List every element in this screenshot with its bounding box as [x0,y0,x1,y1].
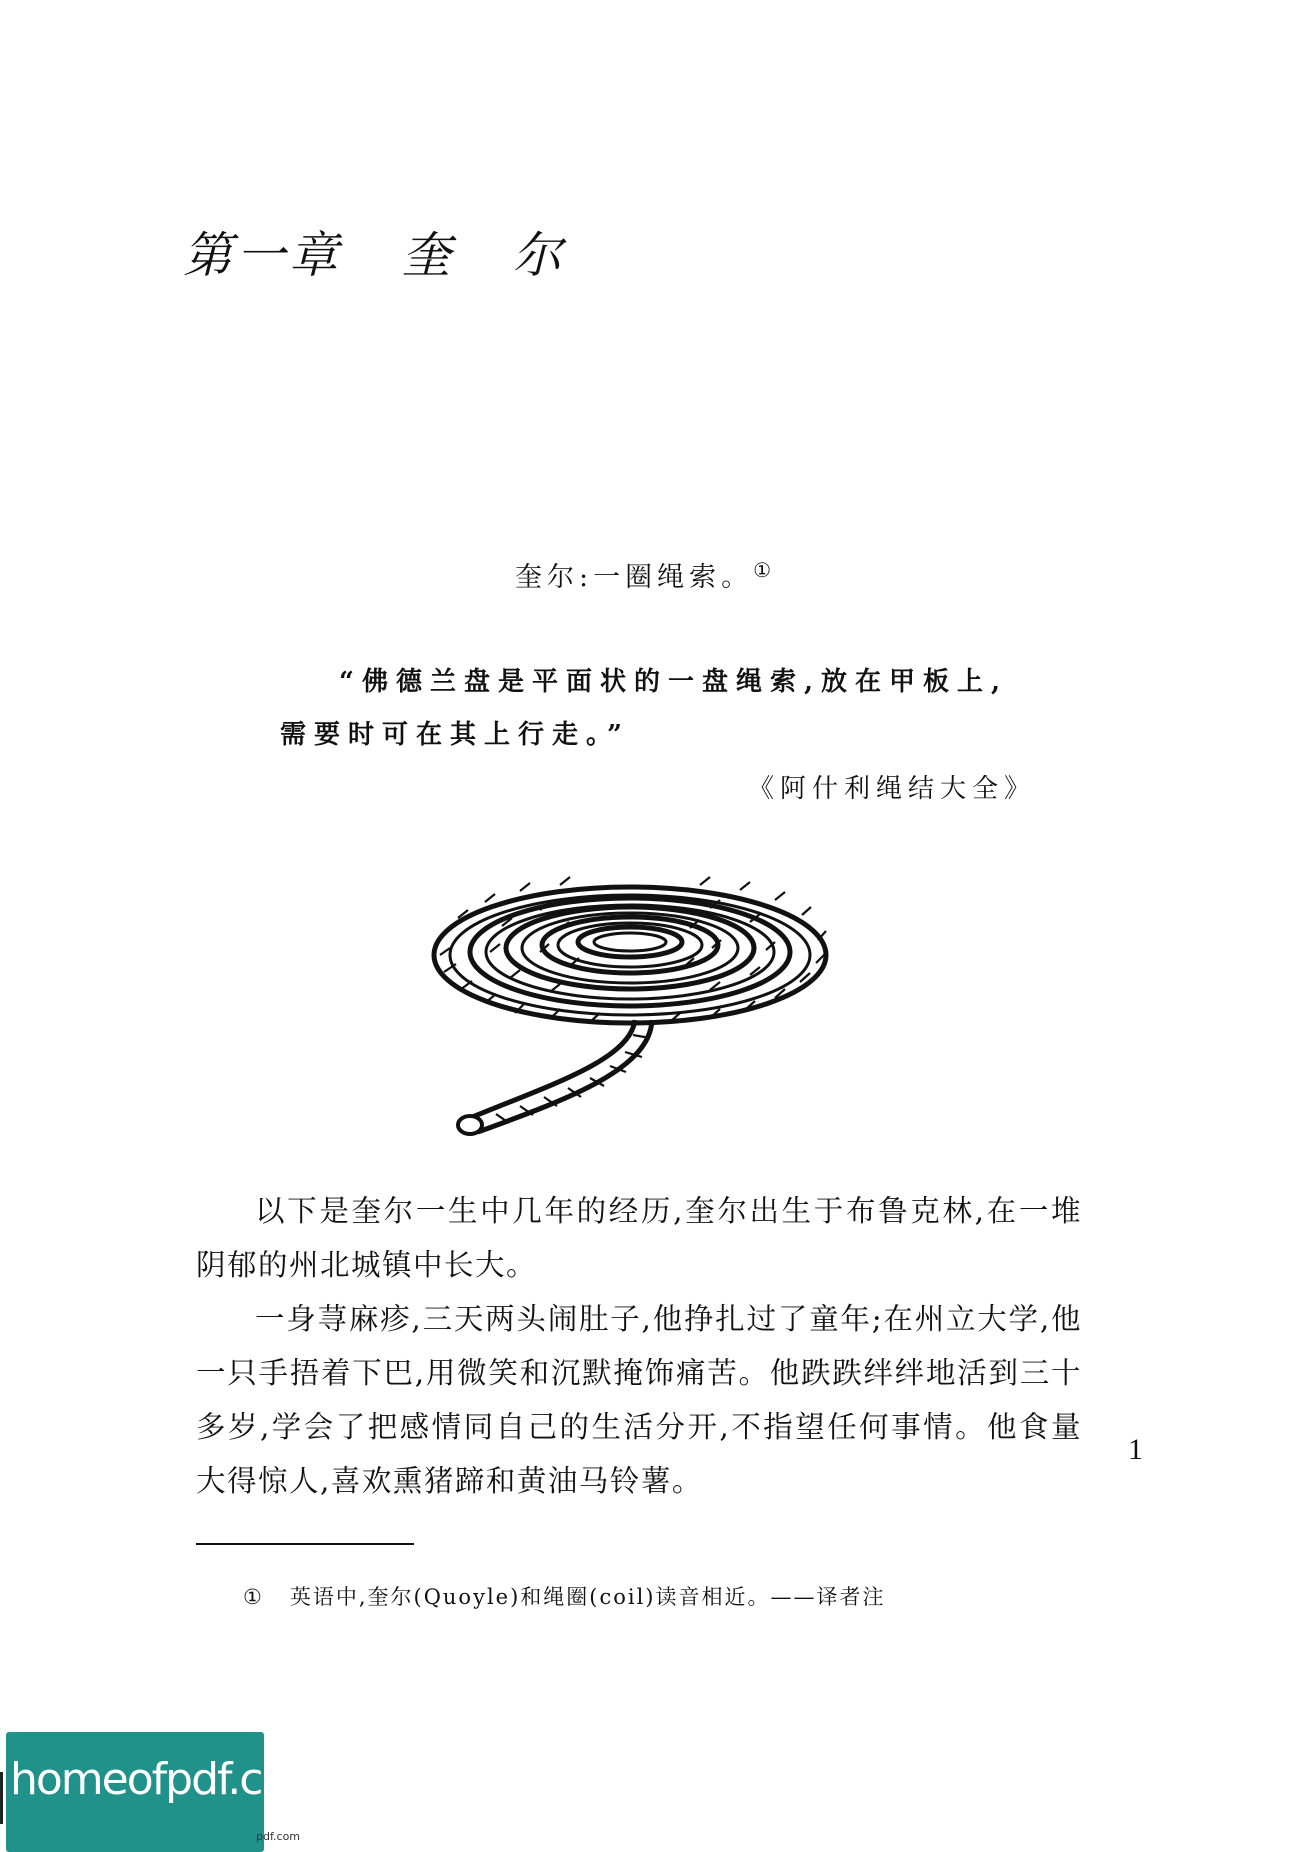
footnote [243,1581,886,1611]
paragraph-1: 以下是奎尔一生中几年的经历,奎尔出生于布鲁克林,在一堆阴郁的州北城镇中长大。 [196,1194,1082,1282]
body-text [196,1184,1082,1508]
footnote-text: 英语中,奎尔(Quoyle)和绳圈(coil)读音相近。——译者注 [289,1585,886,1609]
paragraph-2: 一身荨麻疹,三天两头闹肚子,他挣扎过了童年;在州立大学,他一只手捂着下巴,用微笑和沉默掩饰痛苦。他跌跌绊绊地活到三十多岁,学会了把感情同自己的生活分开,不指望任何事情。他食量大得惊人,喜欢熏猪蹄和黄油马铃薯。 [196,1302,1082,1498]
footnote-reference[interactable]: ① [753,558,772,582]
watermark-small-text: pdf.com [256,1830,301,1843]
chapter-name: 奎尔 [401,227,624,284]
page-number: 1 [1128,1433,1143,1466]
footnote-mark: ① [243,1585,264,1609]
watermark-badge[interactable] [6,1732,328,1852]
watermark-label: homeofpdf.com [10,1754,328,1805]
page-edge-mark [0,1772,3,1824]
chapter-number: 第一章 [183,227,343,284]
quote-line-1: “佛德兰盘是平面状的一盘绳索,放在甲板上, [339,667,1009,697]
coiled-rope-icon [430,860,850,1140]
quote-source: 《阿什利绳结大全》 [748,774,1037,804]
epigraph-definition [515,555,771,594]
footnote-divider [196,1543,414,1545]
quote-line-2: 需要时可在其上行走。” [280,720,630,750]
chapter-title [183,217,624,287]
definition-text: 奎尔:一圈绳索。 [515,562,754,593]
